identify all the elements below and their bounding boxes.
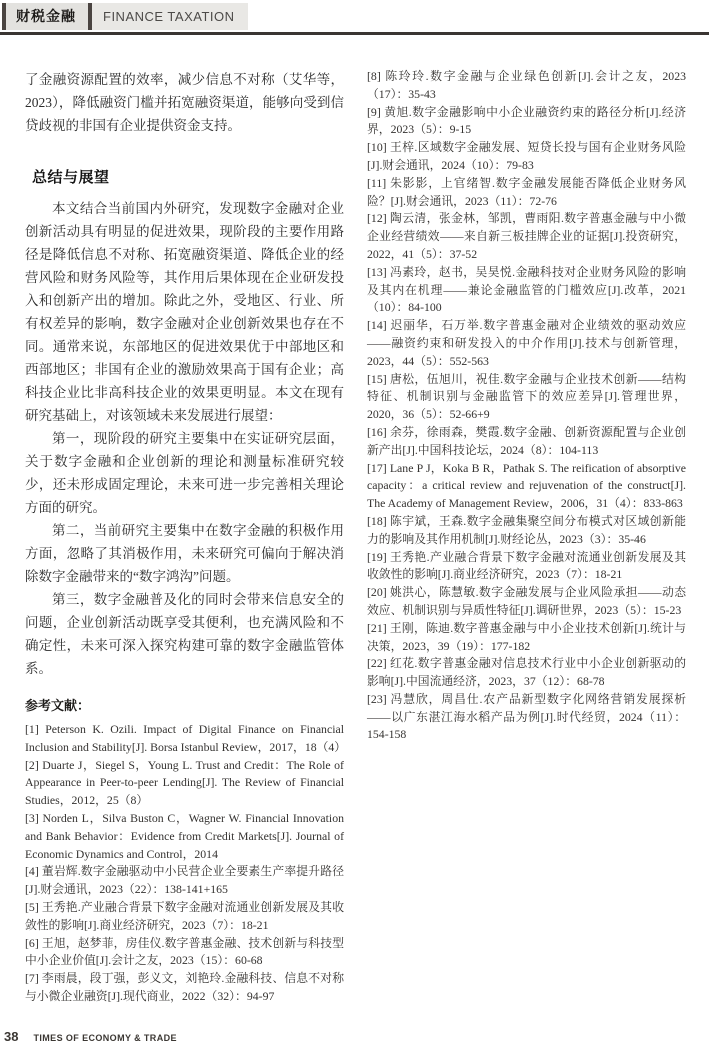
reference-item: [16] 余芬，徐雨森，樊霞.数字金融、创新资源配置与企业创新产出[J].中国科技论坛，2024（8）：104-113 xyxy=(367,424,686,457)
reference-item: [1] Peterson K. Ozili. Impact of Digital Finance on Financial Inclusion and Stability[J]. Borsa Istanbul Review，2017，18（4） xyxy=(25,722,347,754)
reference-item: [7] 李雨晨，段丁强，彭义文，刘艳玲.金融科技、信息不对称与小微企业融资[J].现代商业，2022（32）：94-97 xyxy=(25,971,344,1003)
reference-item: [18] 陈宇斌，王森.数字金融集聚空间分布模式对区域创新能力的影响及其作用机制[J].财经论丛，2023（3）：35-46 xyxy=(367,513,686,546)
references-list-right xyxy=(367,68,686,744)
left-column xyxy=(25,68,347,1006)
reference-item: [14] 迟丽华，石万举.数字普惠金融对企业绩效的驱动效应——融资约束和研发投入的中介作用[J].技术与创新管理，2023，44（5）：552-563 xyxy=(367,318,686,368)
reference-item: [10] 王梓.区域数字金融发展、短贷长投与国有企业财务风险[J].财会通讯，2024（10）：79-83 xyxy=(367,140,686,172)
intro-paragraph: 了金融资源配置的效率，减少信息不对称（艾华等，2023），降低融资门槛并拓宽融资渠道，能够向受到信贷歧视的非国有企业提供资金支持。 xyxy=(25,72,344,133)
reference-item: [22] 红花.数字普惠金融对信息技术行业中小企业创新驱动的影响[J].中国流通经济，2023，37（12）：68-78 xyxy=(367,656,686,689)
reference-item: [11] 朱影影，上官绪智.数字金融发展能否降低企业财务风险？[J].财会通讯，2023（11）：72-76 xyxy=(367,175,686,208)
page-header xyxy=(2,3,709,30)
reference-item: [8] 陈玲玲.数字金融与企业绿色创新[J].会计之友，2023（17）：35-43 xyxy=(367,69,686,101)
reference-item: [4] 董岩辉.数字金融驱动中小民营企业全要素生产率提升路径[J].财会通讯，2023（22）：138-141+165 xyxy=(25,864,344,897)
section-title-chinese: 财税金融 xyxy=(2,3,88,30)
reference-item: [12] 陶云清，张金林，邹凯，曹雨阳.数字普惠金融与中小微企业经营绩效——来自新三板挂牌企业的证据[J].投资研究，2022，41（5）：37-52 xyxy=(367,211,686,261)
body-paragraph: 第一，现阶段的研究主要集中在实证研究层面，关于数字金融和企业创新的理论和测量标准研究较少，还未形成固定理论，未来可进一步完善相关理论方面的研究。 xyxy=(25,431,344,515)
reference-item: [23] 冯慧欣，周昌仕.农产品新型数字化网络营销发展探析——以广东湛江海水稻产品为例[J].时代经贸，2024（11）：154-158 xyxy=(367,691,686,742)
reference-item: [2] Duarte J，Siegel S，Young L. Trust and Credit：The Role of Appearance in Peer-to-peer Lending[J]. The Review of Financial Studies，2012，25（8） xyxy=(25,757,344,808)
reference-item: [6] 王旭，赵梦菲，房佳仪.数字普惠金融、技术创新与科技型中小企业价值[J].会计之友，2023（15）：60-68 xyxy=(25,935,344,968)
reference-item: [17] Lane P J，Koka B R，Pathak S. The reification of absorptive capacity：a critical review and rejuvenation of the construct[J]. The Academy of Management Review，2006，31（4）：833-863 xyxy=(367,460,686,511)
reference-item: [9] 黄旭.数字金融影响中小企业融资约束的路径分析[J].经济界，2023（5）：9-15 xyxy=(367,104,686,137)
section-title-english: FINANCE TAXATION xyxy=(88,3,248,30)
reference-item: [5] 王秀艳.产业融合背景下数字金融对流通业创新发展及其收敛性的影响[J].商业经济研究，2023（7）：18-21 xyxy=(25,899,344,932)
body-paragraph: 第三，数字金融普及化的同时会带来信息安全的问题，企业创新活动既享受其便利，也充满风险和不确定性，未来可深入探究构建可靠的数字金融监管体系。 xyxy=(25,592,344,676)
body-paragraphs xyxy=(25,197,344,680)
reference-item: [21] 王刚，陈迪.数字普惠金融与中小企业技术创新[J].统计与决策，2023，39（19）：177-182 xyxy=(367,620,686,653)
reference-item: [15] 唐松，伍旭川，祝佳.数字金融与企业技术创新——结构特征、机制识别与金融监管下的效应差异[J].管理世界，2020，36（5）：52-66+9 xyxy=(367,371,686,422)
reference-item: [20] 姚洪心，陈慧敏.数字金融发展与企业风险承担——动态效应、机制识别与异质性特征[J].调研世界，2023（5）：15-23 xyxy=(367,585,686,617)
page-body xyxy=(0,35,709,1006)
references-heading: 参考文献： xyxy=(25,698,91,713)
page-footer xyxy=(4,1029,177,1044)
section-heading: 总结与展望 xyxy=(32,169,110,186)
body-paragraph: 第二，当前研究主要集中在数字金融的积极作用方面，忽略了其消极作用，未来研究可偏向于解决消除数字金融带来的“数字鸿沟”问题。 xyxy=(25,523,344,584)
journal-name: TIMES OF ECONOMY & TRADE xyxy=(33,1033,177,1043)
references-list-left xyxy=(25,721,347,1006)
reference-item: [13] 冯素玲，赵书，吴昊悦.金融科技对企业财务风险的影响及其内在机理——兼论金融监管的门槛效应[J].改革，2021（10）：84-100 xyxy=(367,264,686,315)
reference-item: [3] Norden L，Silva Buston C，Wagner W. Financial Innovation and Bank Behavior：Evidence from Credit Markets[J]. Journal of Economic Dynamics and Control，2014 xyxy=(25,810,344,861)
body-paragraph: 本文结合当前国内外研究，发现数字金融对企业创新活动具有明显的促进效果，现阶段的主要作用路径是降低信息不对称、拓宽融资渠道、降低企业的经营风险和财务风险等，其作用后果体现在企业研发投入和创新产出的增加。除此之外，受地区、行业、所有权差异的影响，数字金融对企业创新效果也存在不同。通常来说，东部地区的促进效果优于中部地区和西部地区；非国有企业的激励效果高于国有企业；高科技企业比非高科技企业的效果更明显。本文在现有研究基础上，对该领域未来发展进行展望： xyxy=(25,201,344,423)
reference-item: [19] 王秀艳.产业融合背景下数字金融对流通业创新发展及其收敛性的影响[J].商业经济研究，2023（7）：18-21 xyxy=(367,549,686,582)
page-number: 38 xyxy=(4,1029,19,1044)
right-column xyxy=(367,68,686,1006)
